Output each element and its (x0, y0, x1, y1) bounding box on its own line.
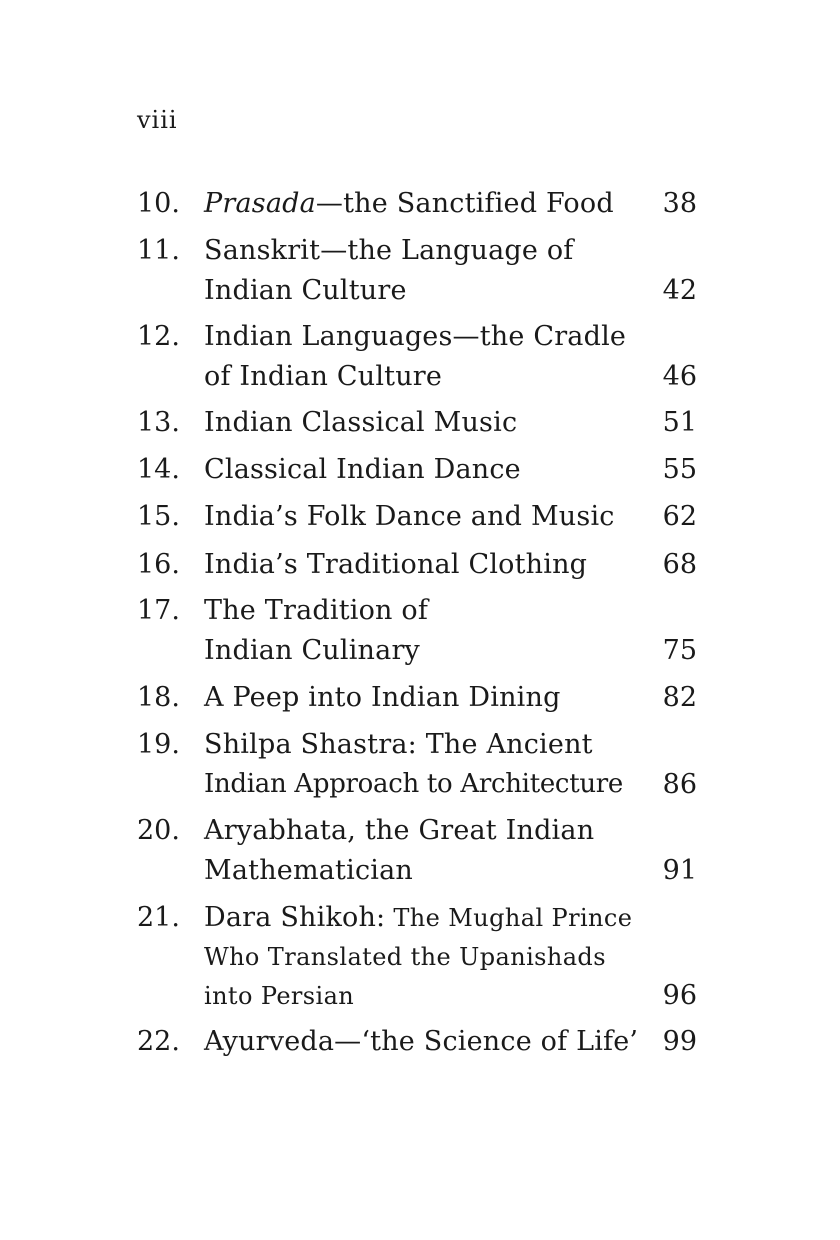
toc-entry-title-line: Shilpa Shastra: The Ancient (204, 729, 593, 760)
toc-entry-number: 14. (137, 454, 180, 485)
toc-entry-number: 10. (137, 188, 180, 219)
toc-entry-title-lead: Dara Shikoh: (204, 902, 386, 933)
toc-entry-number: 15. (137, 501, 180, 532)
toc-entry-page: 86 (662, 769, 697, 800)
toc-entry-page: 55 (662, 454, 697, 485)
toc-entry-title-line: Aryabhata, the Great Indian (204, 815, 595, 846)
toc-entry-title-line: The Tradition of (204, 595, 429, 626)
toc-entry-title-line: Classical Indian Dance (204, 454, 521, 485)
toc-entry-number: 12. (137, 321, 180, 352)
toc-entry-title-line: Indian Classical Music (204, 407, 518, 438)
toc-entry-title-line: A Peep into Indian Dining (204, 682, 561, 713)
toc-entry-page: 38 (662, 188, 697, 219)
toc-entry-title-line: Mathematician (204, 855, 413, 886)
toc-entry-number: 18. (137, 682, 180, 713)
toc-entry-title-line: India’s Traditional Clothing (204, 549, 588, 580)
toc-entry-number: 13. (137, 407, 180, 438)
toc-entry-page: 99 (662, 1026, 697, 1057)
toc-entry-title-line: Indian Languages—the Cradle (204, 321, 627, 352)
toc-entry-page: 51 (662, 407, 697, 438)
toc-entry-title-line: Indian Culture (204, 275, 407, 306)
toc-entry-page: 91 (662, 855, 697, 886)
toc-entry-title-line: Sanskrit—the Language of (204, 235, 574, 266)
toc-entry-subtitle: The Mughal Prince (385, 904, 633, 932)
toc-entry-page: 96 (662, 980, 697, 1011)
toc-entry-number: 19. (137, 729, 180, 760)
page-folio: viii (137, 106, 178, 134)
toc-entry-title-line (204, 902, 632, 933)
toc-entry-subtitle-line: into Persian (204, 982, 355, 1010)
toc-entry-number: 17. (137, 595, 180, 626)
toc-entry-number: 20. (137, 815, 180, 846)
toc-entry-title-line: of Indian Culture (204, 361, 443, 392)
toc-entry-title-line: Ayurveda—‘the Science of Life’ (204, 1026, 639, 1057)
toc-entry-page: 46 (662, 361, 697, 392)
toc-entry-number: 16. (137, 549, 180, 580)
toc-entry-number: 22. (137, 1026, 180, 1057)
toc-entry-number: 11. (137, 235, 180, 266)
toc-entry-page: 68 (662, 549, 697, 580)
toc-entry-title (204, 188, 614, 219)
toc-entry-page: 82 (662, 682, 697, 713)
toc-entry-title-line: Indian Approach to Architecture (204, 769, 624, 799)
toc-entry-page: 62 (662, 501, 697, 532)
toc-entry-title-rest: —the Sanctified Food (315, 188, 614, 219)
toc-entry-title-line: Indian Culinary (204, 635, 421, 666)
toc-entry-title-line: India’s Folk Dance and Music (204, 501, 615, 532)
toc-entry-title-italic: Prasada (204, 188, 316, 219)
toc-entry-page: 42 (662, 275, 697, 306)
toc-entry-number: 21. (137, 902, 180, 933)
toc-entry-subtitle-line: Who Translated the Upanishads (204, 943, 606, 971)
toc-entry-page: 75 (662, 635, 697, 666)
